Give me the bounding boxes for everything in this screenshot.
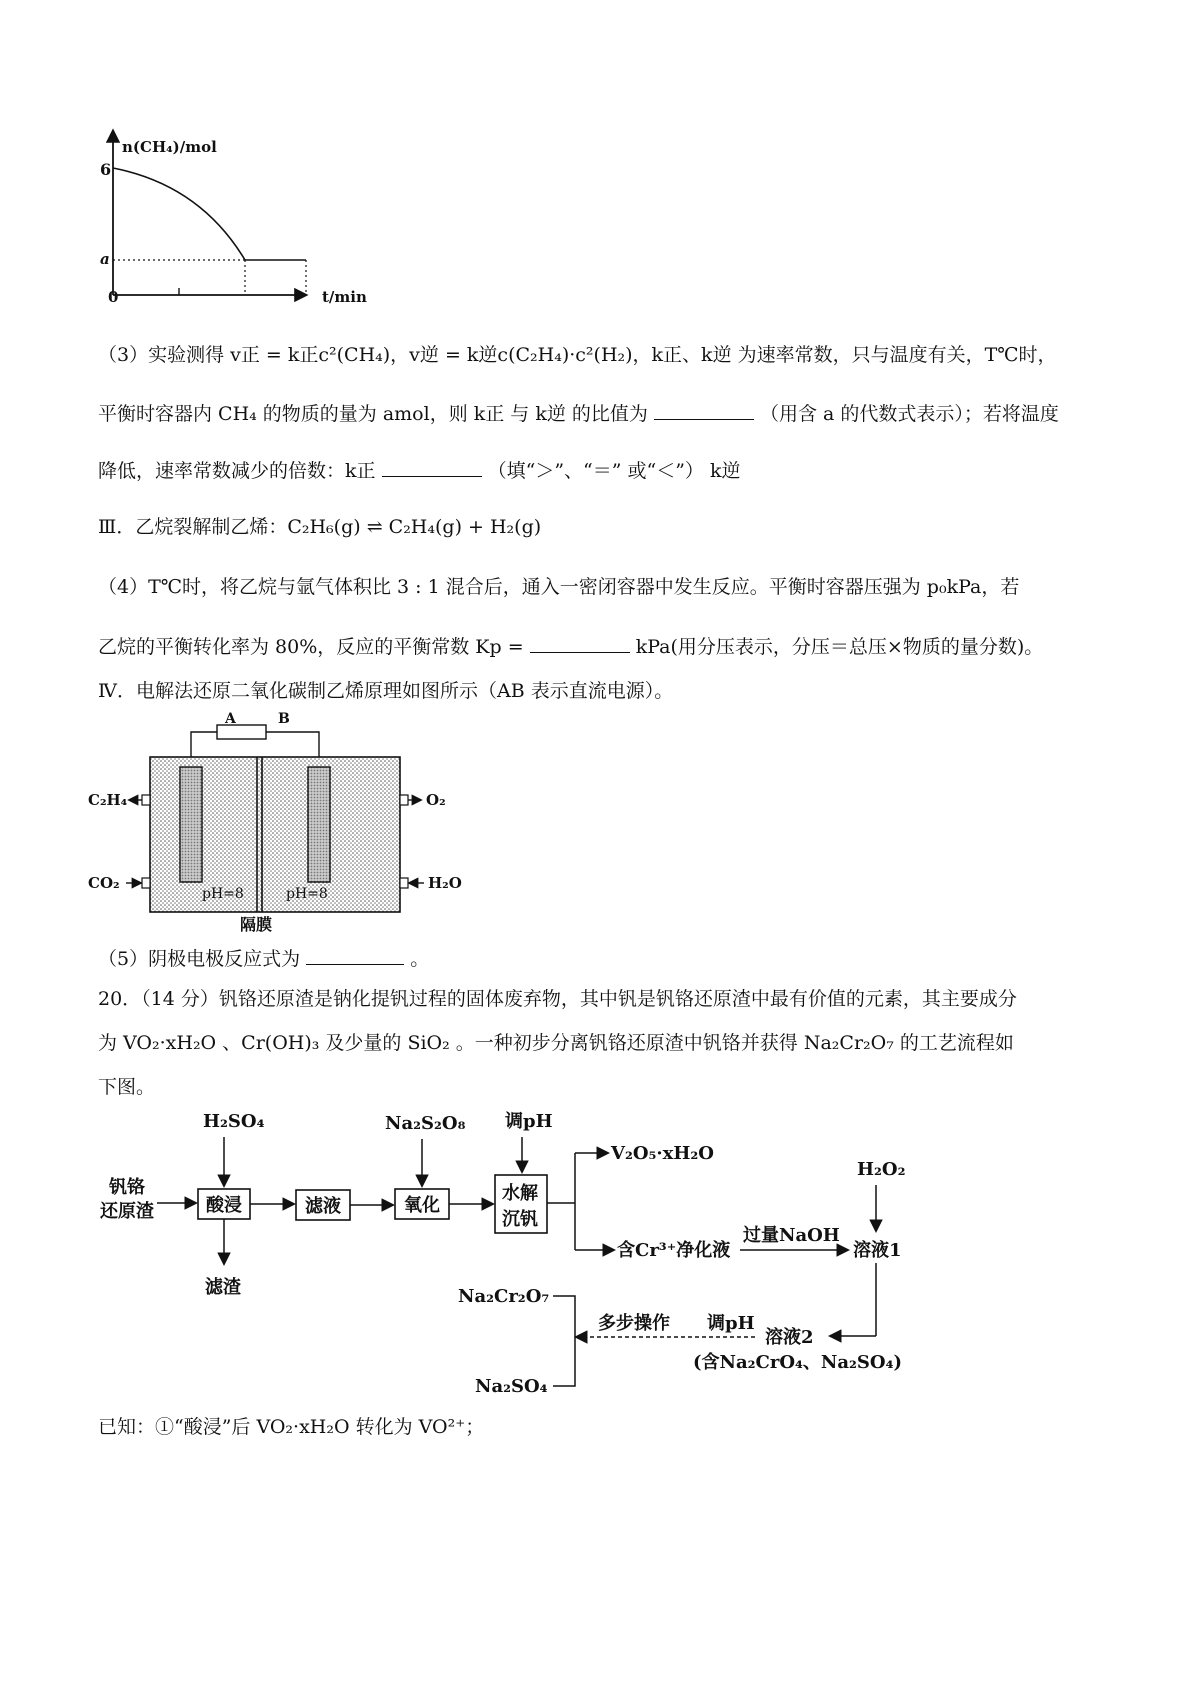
terminal-a-label: A (225, 711, 236, 727)
solution1-label: 溶液1 (853, 1240, 902, 1261)
port (400, 795, 408, 805)
connector (553, 1296, 575, 1386)
y-tick-6: 6 (100, 160, 112, 179)
q4-line2-text-post: kPa(用分压表示，分压＝总压×物质的量分数)。 (635, 636, 1044, 658)
q20-line3: 下图。 (98, 1076, 156, 1098)
q3-line3-text: 降低，速率常数减少的倍数：k正 (98, 460, 376, 482)
v2o5-product-label: V₂O₅·xH₂O (611, 1143, 714, 1164)
power-source (217, 725, 266, 739)
x-axis-label: t/min (322, 288, 367, 306)
q3-answer-blank-2[interactable] (382, 460, 482, 477)
electrolysis-cell-diagram (88, 711, 462, 942)
q20-line2: 为 VO₂·xH₂O 、Cr(OH)₃ 及少量的 SiO₂ 。一种初步分离钒铬还原渣中钒铬并获得 Na₂Cr₂O₇ 的工艺流程如 (98, 1032, 1014, 1054)
ph-right-label: pH=8 (286, 886, 328, 902)
adjust-ph-label: 调pH (505, 1111, 553, 1132)
ch4-curve (113, 168, 245, 260)
q4-answer-blank[interactable] (530, 636, 630, 653)
q5-text-post: 。 (410, 948, 430, 970)
known-conditions: 已知：①“酸浸”后 VO₂·xH₂O 转化为 VO²⁺； (98, 1416, 485, 1438)
q3-line2-text-post: （用含 a 的代数式表示）；若将温度 (759, 403, 1059, 425)
q4-line1: （4）T℃时，将乙烷与氩气体积比 3 : 1 混合后，通入一密闭容器中发生反应。平衡时容器压强为 p₀kPa，若 (98, 576, 1020, 598)
section-3-heading: Ⅲ．乙烷裂解制乙烯：C₂H₆(g) ⇌ C₂H₄(g) + H₂(g) (98, 516, 542, 538)
cr-liquid-label: 含Cr³⁺净化液 (617, 1240, 731, 1261)
q5-text: （5）阴极电极反应式为 (98, 948, 301, 970)
section-4-heading: Ⅳ．电解法还原二氧化碳制乙烯原理如图所示（AB 表示直流电源）。 (98, 680, 674, 702)
na2cr2o7-label: Na₂Cr₂O₇ (458, 1286, 550, 1307)
q5-line (98, 948, 429, 969)
q4-line2 (98, 636, 1043, 657)
hydrolysis-label-1: 水解 (502, 1183, 538, 1204)
h2o2-label: H₂O₂ (857, 1159, 906, 1180)
filtrate-label: 滤液 (305, 1196, 341, 1217)
q3-line2 (98, 403, 1059, 424)
feed-label-2: 还原渣 (100, 1201, 154, 1222)
q3-line1: （3）实验测得 v正 = k正c²(CH₄)，v逆 = k逆c(C₂H₄)·c²(H₂)，k正、k逆 为速率常数，只与温度有关，T℃时， (98, 344, 1057, 366)
q5-answer-blank[interactable] (306, 948, 404, 965)
y-axis-label: n(CH₄)/mol (122, 138, 217, 156)
port (142, 878, 150, 888)
excess-naoh-label: 过量NaOH (743, 1225, 840, 1246)
membrane-label: 隔膜 (240, 915, 273, 934)
y-tick-a: a (100, 250, 110, 268)
q3-answer-blank-1[interactable] (654, 403, 754, 420)
ph-left-label: pH=8 (202, 886, 244, 902)
cathode-electrode (180, 767, 202, 882)
process-flow-diagram (95, 1105, 1055, 1405)
o2-label: O₂ (426, 791, 446, 809)
terminal-b-label: B (278, 711, 290, 727)
h2o-label: H₂O (428, 874, 462, 892)
na2s2o8-label: Na₂S₂O₈ (385, 1113, 466, 1134)
solution2-label: 溶液2 (765, 1327, 814, 1348)
acid-leach-label: 酸浸 (206, 1195, 242, 1216)
feed-label-1: 钒铬 (109, 1177, 145, 1198)
hydrolysis-label-2: 沉钒 (502, 1209, 538, 1230)
multistep-label: 多步操作 (598, 1313, 670, 1334)
oxidize-label: 氧化 (404, 1195, 440, 1216)
residue-label: 滤渣 (205, 1277, 241, 1298)
co2-label: CO₂ (88, 874, 120, 892)
solution2-note: (含Na₂CrO₄、Na₂SO₄) (693, 1352, 902, 1373)
h2so4-label: H₂SO₄ (203, 1111, 265, 1132)
c2h4-label: C₂H₄ (88, 791, 128, 809)
anode-electrode (308, 767, 330, 882)
origin-label: 0 (108, 288, 119, 306)
adjust-ph2-label: 调pH (707, 1313, 755, 1334)
q3-line2-text: 平衡时容器内 CH₄ 的物质的量为 amol，则 k正 与 k逆 的比值为 (98, 403, 648, 425)
q3-line3 (98, 460, 740, 481)
port (142, 795, 150, 805)
ch4-time-graph (100, 130, 380, 310)
q20-line1: 20．（14 分）钒铬还原渣是钠化提钒过程的固体废弃物，其中钒是钒铬还原渣中最有价值的元素，其主要成分 (98, 988, 1017, 1010)
q3-line3-text-post: （填“＞”、“＝” 或“＜”） k逆 (487, 460, 741, 482)
na2so4-label: Na₂SO₄ (475, 1376, 548, 1397)
q4-line2-text: 乙烷的平衡转化率为 80%，反应的平衡常数 Kp = (98, 636, 524, 658)
port (400, 878, 408, 888)
